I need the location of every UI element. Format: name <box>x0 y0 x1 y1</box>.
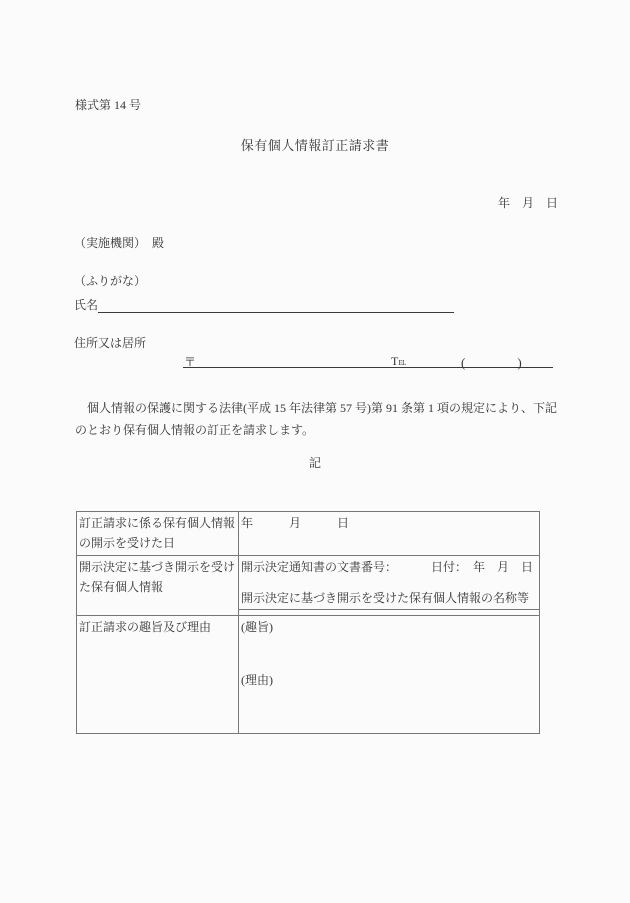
doc-date-label: 日付： 年 月 日 <box>431 560 534 574</box>
purport-label: (趣旨) <box>241 620 273 634</box>
name-field-row <box>74 298 454 313</box>
name-underline-field <box>98 298 454 313</box>
address-label: 住所又は居所 <box>74 336 147 350</box>
table-row-disclosed-info <box>77 556 540 610</box>
form-number: 様式第 14 号 <box>75 98 142 112</box>
date-line: 年 月 日 <box>497 196 558 210</box>
request-statement <box>75 397 565 441</box>
furigana-label: （ふりがな） <box>74 274 147 288</box>
tel-area-code-parens: ( ) <box>461 355 522 370</box>
document-title: 保有個人情報訂正請求書 <box>240 138 390 153</box>
disclosed-info-value-cell <box>239 556 540 610</box>
purport-reason-value-cell <box>239 616 540 734</box>
request-statement-line2: のとおり保有個人情報の訂正を請求します。 <box>75 423 315 437</box>
tel-label <box>391 354 406 369</box>
reason-label: (理由) <box>241 673 273 687</box>
disclosure-date-label-cell: 訂正請求に係る保有個人情報の開示を受けた日 <box>77 512 239 556</box>
postal-mark: 〒 <box>184 355 197 369</box>
disclosed-info-label-cell: 開示決定に基づき開示を受けた保有個人情報 <box>77 556 239 616</box>
table-row-purport-reason <box>77 616 540 734</box>
disclosed-info-description-line: 開示決定に基づき開示を受けた保有個人情報の名称等 <box>241 591 530 605</box>
correction-request-table <box>76 511 540 734</box>
disclosed-info-doc-number-line <box>241 557 537 577</box>
doc-number-label: 開示決定通知書の文書番号： <box>241 560 398 574</box>
tel-label-t: T <box>391 354 399 368</box>
ki-heading: 記 <box>308 456 321 470</box>
request-statement-line1: 個人情報の保護に関する法律(平成 15 年法律第 57 号)第 91 条第 1 項の規定により、下記 <box>75 401 557 415</box>
address-underline-field <box>183 351 553 368</box>
table-row-disclosure-date <box>77 512 540 556</box>
recipient-line: （実施機関） 殿 <box>74 236 165 250</box>
disclosure-date-value-cell: 年 月 日 <box>239 512 540 556</box>
tel-label-el: EL <box>398 359 406 367</box>
name-label: 氏名 <box>74 298 99 312</box>
purport-reason-label-cell: 訂正請求の趣旨及び理由 <box>77 616 239 734</box>
